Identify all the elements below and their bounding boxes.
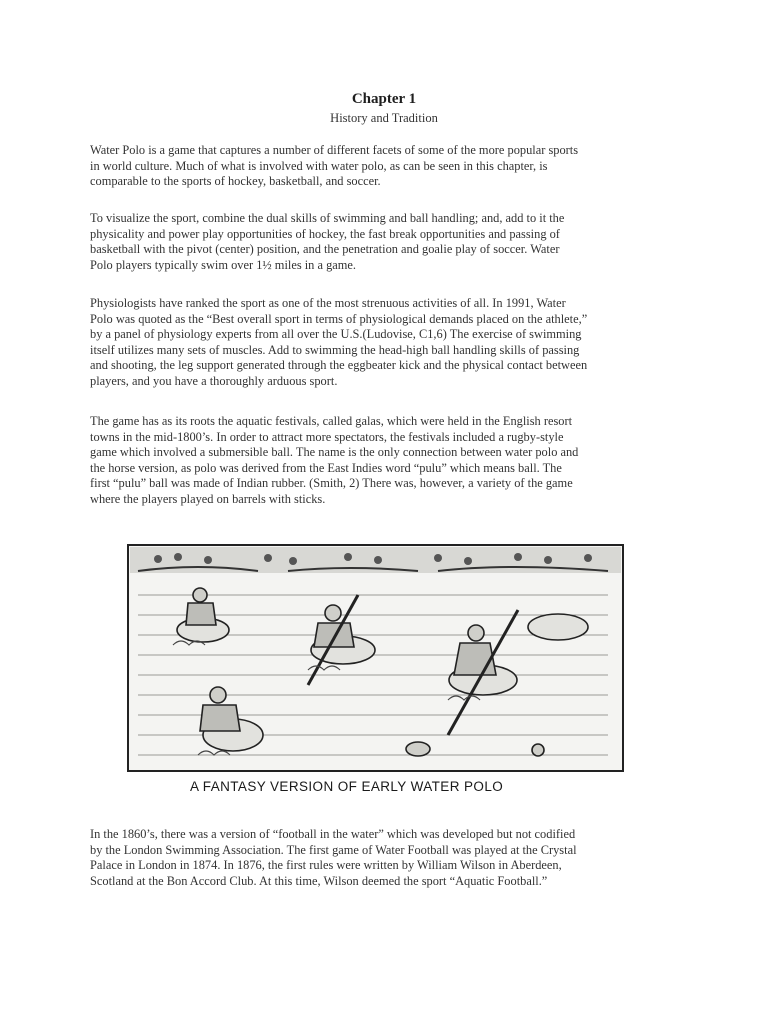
text-line: towns in the mid-1800’s. In order to attract more spectators, the festivals included a rugby-style (90, 429, 564, 444)
chapter-title: Chapter 1 (351, 91, 417, 107)
chapter-subtitle: History and Tradition (330, 111, 438, 125)
text-line: by a panel of physiology experts from all over the U.S.(Ludovise, C1,6) The exercise of swimming (90, 327, 582, 342)
text-line: The game has as its roots the aquatic festivals, called galas, which were held in the English resort (90, 414, 573, 428)
text-line: game which involved a submersible ball. The name is the only connection between water polo and (90, 445, 579, 460)
text-line: where the players played on barrels with sticks. (90, 491, 326, 506)
text-line: Polo was quoted as the “Best overall sport in terms of physiological demands placed on the athlete,” (90, 311, 588, 326)
text-line: Physiologists have ranked the sport as one of the most strenuous activities of all. In 1991, Water (90, 296, 566, 310)
illustration-drawing (118, 535, 633, 775)
text-line: comparable to the sports of hockey, basketball, and soccer. (90, 174, 381, 189)
text-line: first “pulu” ball was made of Indian rubber. (Smith, 2) There was, however, a variety of the game (90, 476, 573, 491)
paragraph-roots (90, 414, 710, 508)
illustration-water-polo (118, 535, 633, 810)
text-line: Polo players typically swim over 1½ miles in a game. (90, 257, 357, 272)
text-line: by the London Swimming Association. The first game of Water Football was played at the Crystal (90, 842, 577, 857)
paragraph-visualize (90, 211, 710, 273)
text-line: in world culture. Much of what is involved with water polo, as can be seen in this chapter, is (90, 158, 548, 173)
figure-caption: A FANTASY VERSION OF EARLY WATER POLO (190, 779, 504, 794)
text-line: and shooting, the leg support generated through the eggbeater kick and the physical contact between (90, 358, 588, 373)
text-line: Water Polo is a game that captures a number of different facets of some of the more popular sports (90, 143, 579, 157)
text-line: players, and you have a thoroughly arduous sport. (90, 373, 338, 388)
text-line: To visualize the sport, combine the dual skills of swimming and ball handling; and, add to it the (90, 211, 565, 225)
text-line: physicality and power play opportunities of hockey, the fast break opportunities and passing of (90, 226, 560, 241)
paragraph-physiology (90, 296, 710, 390)
text-line: basketball with the pivot (center) position, and the penetration and goalie play of soccer. Water (90, 242, 560, 257)
text-line: itself utilizes many sets of muscles. Add to swimming the head-high ball handling skills of passing (90, 342, 580, 357)
text-line: the horse version, as polo was derived from the East Indies word “pulu” which means ball. The (90, 460, 562, 475)
text-line: In the 1860’s, there was a version of “football in the water” which was developed but not codified (90, 827, 576, 841)
paragraph-1860s (90, 827, 710, 889)
paragraph-intro (90, 143, 710, 190)
text-line: Palace in London in 1874. In 1876, the first rules were written by William Wilson in Aberdeen, (90, 858, 562, 873)
text-line: Scotland at the Bon Accord Club. At this time, Wilson deemed the sport “Aquatic Football.” (90, 873, 548, 888)
